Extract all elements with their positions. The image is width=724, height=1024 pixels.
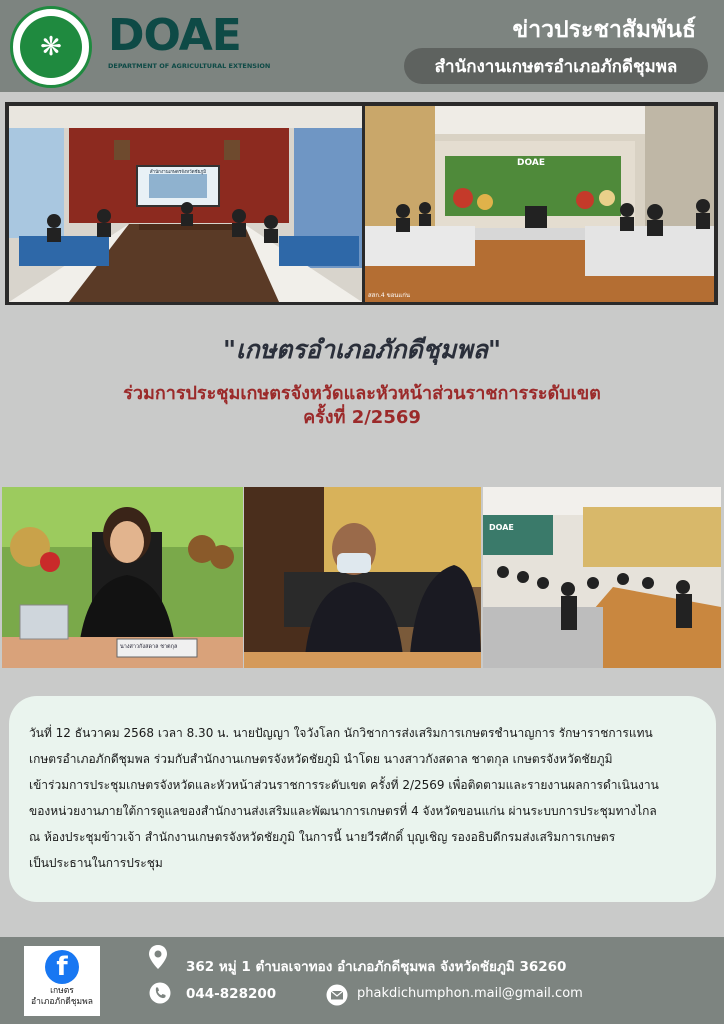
headline-subtitle — [0, 382, 724, 430]
fb-label-line-2: อำเภอภักดีชุมพล — [31, 997, 93, 1007]
footer-bar — [0, 937, 724, 1024]
body-line-6: เป็นประธานในการประชุม — [29, 856, 163, 870]
photo-woman-at-desk-drawing — [2, 487, 243, 668]
facebook-page-link[interactable] — [24, 946, 100, 1016]
meeting-banner-text: DOAE — [517, 158, 545, 168]
headline-subtitle-line-2: ครั้งที่ 2/2569 — [303, 407, 421, 428]
photo-man-with-mask — [244, 487, 481, 668]
body-line-1: วันที่ 12 ธันวาคม 2568 เวลา 8.30 น. นายปัญญา ใจวังโลก นักวิชาการส่งเสริมการเกษตรชำนาญการ รักษาราชการแทน — [29, 726, 653, 740]
meeting-room-photo-2 — [365, 106, 714, 302]
nameplate-text: นางสาวกังสดาล ชาตกุล — [120, 644, 178, 650]
doae-logo — [108, 10, 271, 84]
meeting-room-photo-1 — [9, 106, 362, 302]
doae-seal-logo — [10, 6, 92, 88]
footer-address: 362 หมู่ 1 ตำบลเจาทอง อำเภอภักดีชุมพล จังหวัดชัยภูมิ 36260 — [186, 959, 567, 975]
phone-icon — [149, 982, 171, 1008]
meeting-room-photo-2-drawing — [365, 106, 714, 302]
photo-woman-at-desk — [2, 487, 243, 668]
doae-logo-text: DOAE — [108, 10, 241, 61]
body-line-3: เข้าร่วมการประชุมเกษตรจังหวัดและหัวหน้าส่วนราชการระดับเขต ครั้งที่ 2/2569 เพื่อติดตามและรายงานผลการดำเนินงาน — [29, 778, 659, 792]
footer-email[interactable]: phakdichumphon.mail@gmail.com — [357, 986, 583, 1001]
news-body-box — [9, 696, 716, 902]
photo-man-with-mask-drawing — [244, 487, 481, 668]
headline-block — [0, 330, 724, 430]
meeting-screen-label-2: สสก.4 ขอนแก่น — [368, 292, 410, 299]
body-line-5: ณ ห้องประชุมข้าวเจ้า สำนักงานเกษตรจังหวัดชัยภูมิ ในการนี้ นายวีรศักดิ์ บุญเชิญ รองอธิบดีกรมส่งเสริมการเกษตร — [29, 830, 616, 844]
meeting-room-photo-1-drawing — [9, 106, 362, 302]
location-pin-icon — [148, 944, 168, 974]
body-line-2: เกษตรอำเภอภักดีชุมพล ร่วมกับสำนักงานเกษตรจังหวัดชัยภูมิ นำโดย นางสาวกังสดาล ชาตกุล เกษตรจังหวัดชัยภูมิ — [29, 752, 613, 766]
photo-conference-room-drawing — [483, 487, 721, 668]
footer-phone[interactable]: 044-828200 — [186, 986, 277, 1002]
headline-title: "เกษตรอำเภอภักดีชุมพล" — [222, 335, 502, 364]
seal-emblem-icon: ❋ — [20, 16, 82, 78]
photo-conference-room — [483, 487, 721, 668]
news-body-text — [29, 720, 696, 876]
facebook-page-name — [31, 986, 93, 1008]
headline-subtitle-line-1: ร่วมการประชุมเกษตรจังหวัดและหัวหน้าส่วนราชการระดับเขต — [123, 383, 601, 404]
header-title: ข่าวประชาสัมพันธ์ — [512, 17, 696, 43]
conference-banner-text: DOAE — [489, 523, 514, 532]
meeting-screen-label: สำนักงานเกษตรจังหวัดชัยภูมิ — [149, 170, 207, 175]
body-line-4: ของหน่วยงานภายใต้การดูแลของสำนักงานส่งเสริมและพัฒนาการเกษตรที่ 4 จังหวัดขอนแก่น ผ่านระบบการประชุมทางไกล — [29, 804, 657, 818]
doae-logo-subtitle: DEPARTMENT OF AGRICULTURAL EXTENSION — [108, 62, 271, 70]
facebook-icon: f — [45, 950, 79, 984]
email-icon — [326, 984, 348, 1010]
fb-label-line-1: เกษตร — [50, 986, 74, 996]
office-name: สำนักงานเกษตรอำเภอภักดีชุมพล — [434, 56, 678, 77]
office-name-pill — [404, 48, 708, 84]
